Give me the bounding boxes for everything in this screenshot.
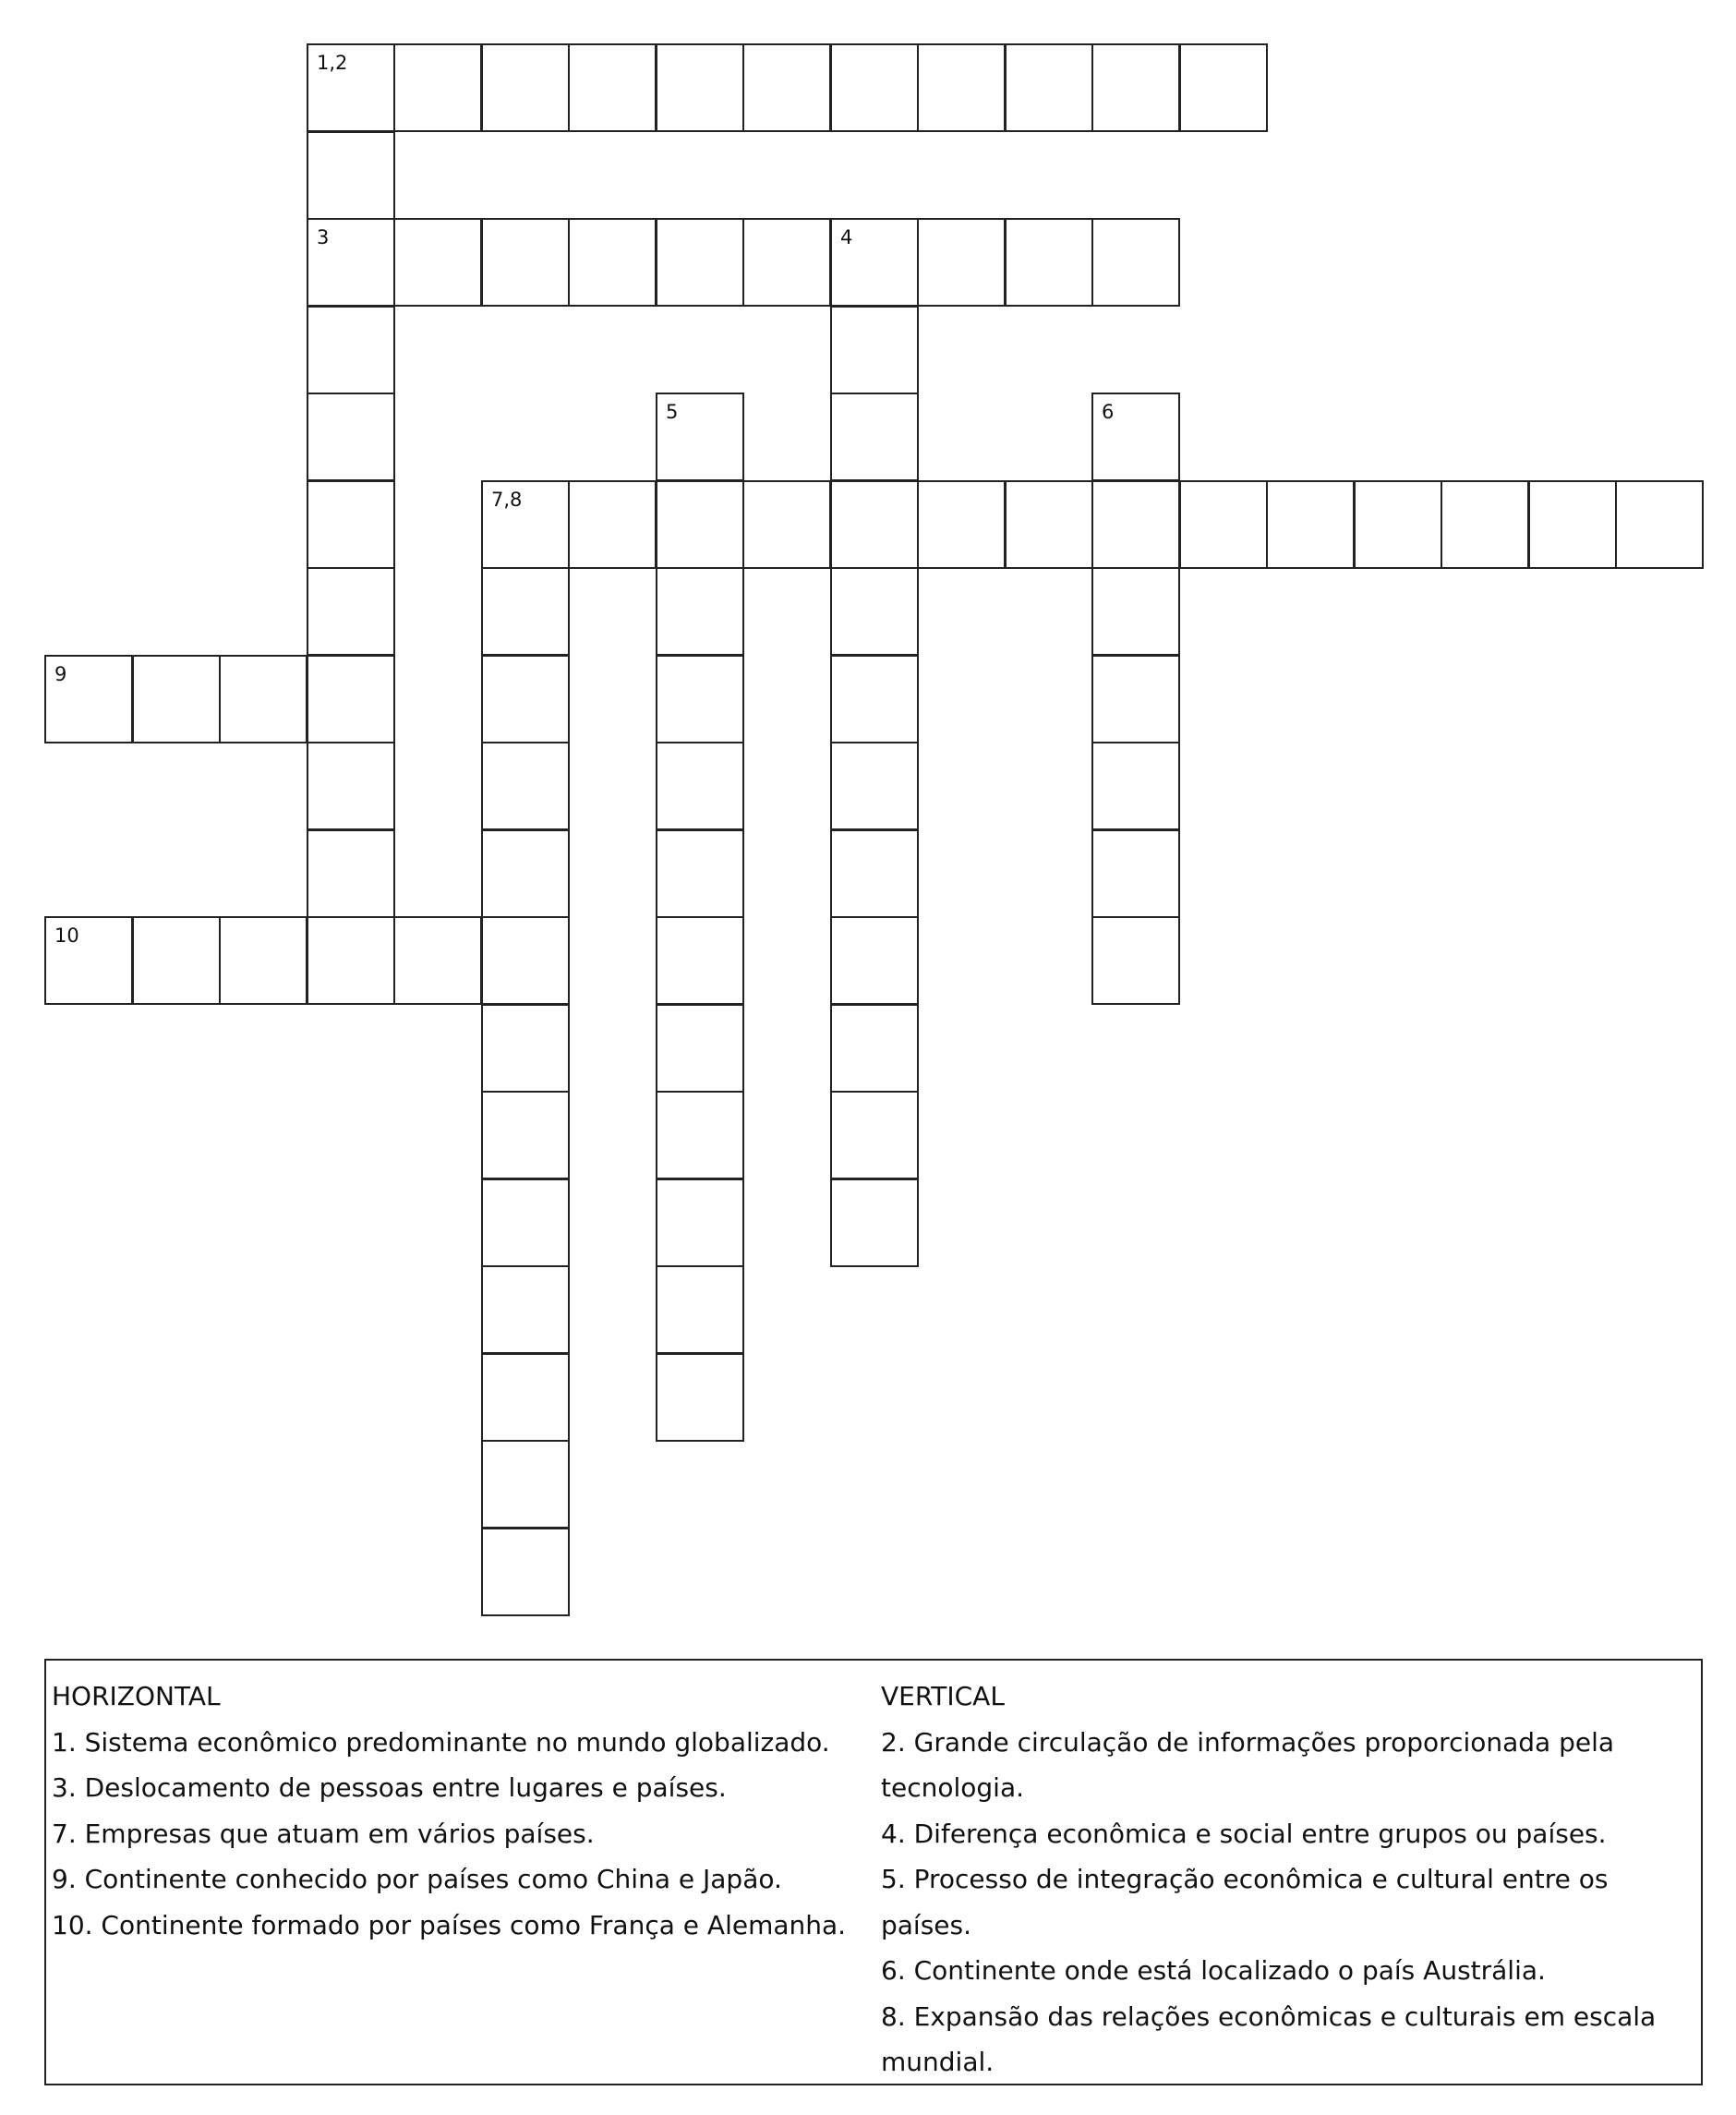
crossword-cell[interactable] bbox=[393, 916, 482, 1005]
crossword-cell[interactable] bbox=[830, 218, 919, 307]
crossword-cell[interactable] bbox=[656, 829, 744, 918]
crossword-cell[interactable] bbox=[307, 829, 395, 918]
crossword-cell[interactable] bbox=[830, 306, 919, 394]
crossword-cell[interactable] bbox=[917, 480, 1006, 569]
crossword-cell[interactable] bbox=[1005, 480, 1093, 569]
clue-v-2: 2. Grande circulação de informações proporcionada pela bbox=[881, 1726, 1615, 1758]
crossword-cell[interactable] bbox=[830, 393, 919, 481]
crossword-cell[interactable] bbox=[742, 218, 831, 307]
clue-number: 7,8 bbox=[491, 489, 523, 511]
crossword-cell[interactable] bbox=[830, 1091, 919, 1179]
crossword-cell[interactable] bbox=[307, 393, 395, 481]
crossword-cell[interactable] bbox=[656, 1091, 744, 1179]
crossword-cell[interactable] bbox=[481, 916, 570, 1005]
horizontal-heading: HORIZONTAL bbox=[52, 1681, 221, 1711]
crossword-cell[interactable] bbox=[481, 480, 570, 569]
crossword-cell[interactable] bbox=[830, 43, 919, 132]
clue-h-10: 10. Continente formado por países como França e Alemanha. bbox=[52, 1909, 847, 1940]
crossword-cell[interactable] bbox=[1091, 567, 1180, 656]
crossword-cell[interactable] bbox=[656, 1265, 744, 1354]
crossword-cell[interactable] bbox=[1091, 829, 1180, 918]
crossword-cell[interactable] bbox=[481, 567, 570, 656]
crossword-cell[interactable] bbox=[1091, 916, 1180, 1005]
crossword-cell[interactable] bbox=[830, 655, 919, 743]
vertical-clues bbox=[881, 1674, 1694, 2085]
vertical-heading: VERTICAL bbox=[881, 1681, 1005, 1711]
crossword-cell[interactable] bbox=[393, 218, 482, 307]
crossword-cell[interactable] bbox=[830, 480, 919, 569]
crossword-cell[interactable] bbox=[481, 829, 570, 918]
crossword-cell[interactable] bbox=[656, 43, 744, 132]
clues-box bbox=[44, 1659, 1703, 2085]
crossword-cell[interactable] bbox=[307, 131, 395, 220]
crossword-cell[interactable] bbox=[1091, 742, 1180, 830]
crossword-cell[interactable] bbox=[307, 480, 395, 569]
crossword-cell[interactable] bbox=[1615, 480, 1704, 569]
crossword-cell[interactable] bbox=[830, 567, 919, 656]
crossword-cell[interactable] bbox=[44, 916, 133, 1005]
crossword-cell[interactable] bbox=[656, 742, 744, 830]
crossword-cell[interactable] bbox=[656, 480, 744, 569]
crossword-cell[interactable] bbox=[656, 1353, 744, 1442]
crossword-cell[interactable] bbox=[132, 655, 221, 743]
clue-h-3: 3. Deslocamento de pessoas entre lugares e países. bbox=[52, 1772, 727, 1803]
crossword-cell[interactable] bbox=[656, 393, 744, 481]
crossword-cell[interactable] bbox=[568, 218, 657, 307]
crossword-cell[interactable] bbox=[830, 1178, 919, 1267]
clue-number: 1,2 bbox=[317, 52, 348, 74]
clue-h-9: 9. Continente conhecido por países como China e Japão. bbox=[52, 1864, 782, 1894]
crossword-cell[interactable] bbox=[393, 43, 482, 132]
clue-number: 6 bbox=[1102, 401, 1115, 423]
crossword-cell[interactable] bbox=[481, 1528, 570, 1616]
clue-h-7: 7. Empresas que atuam em vários países. bbox=[52, 1818, 595, 1849]
crossword-cell[interactable] bbox=[656, 1178, 744, 1267]
crossword-cell[interactable] bbox=[830, 829, 919, 918]
crossword-cell[interactable] bbox=[1091, 480, 1180, 569]
crossword-cell[interactable] bbox=[917, 218, 1006, 307]
crossword-cell[interactable] bbox=[132, 916, 221, 1005]
crossword-cell[interactable] bbox=[656, 567, 744, 656]
crossword-cell[interactable] bbox=[481, 655, 570, 743]
crossword-cell[interactable] bbox=[656, 916, 744, 1005]
crossword-cell[interactable] bbox=[307, 306, 395, 394]
clue-h-1: 1. Sistema econômico predominante no mundo globalizado. bbox=[52, 1726, 830, 1758]
crossword-cell[interactable] bbox=[481, 218, 570, 307]
crossword-cell[interactable] bbox=[307, 655, 395, 743]
clue-v-8-cont: mundial. bbox=[881, 2047, 995, 2077]
crossword-cell[interactable] bbox=[1266, 480, 1355, 569]
crossword-cell[interactable] bbox=[481, 742, 570, 830]
crossword-cell[interactable] bbox=[1179, 43, 1268, 132]
clue-v-4: 4. Diferença econômica e social entre grupos ou países. bbox=[881, 1818, 1607, 1849]
clue-v-8: 8. Expansão das relações econômicas e culturais em escala bbox=[881, 2000, 1657, 2032]
crossword-cell[interactable] bbox=[656, 218, 744, 307]
crossword-cell[interactable] bbox=[1179, 480, 1268, 569]
crossword-cell[interactable] bbox=[219, 655, 307, 743]
crossword-cell[interactable] bbox=[1005, 218, 1093, 307]
crossword-cell[interactable] bbox=[481, 1353, 570, 1442]
crossword-cell[interactable] bbox=[44, 655, 133, 743]
crossword-cell[interactable] bbox=[1005, 43, 1093, 132]
crossword-cell[interactable] bbox=[307, 742, 395, 830]
crossword-cell[interactable] bbox=[1441, 480, 1529, 569]
crossword-cell[interactable] bbox=[568, 43, 657, 132]
crossword-cell[interactable] bbox=[1091, 393, 1180, 481]
crossword-cell[interactable] bbox=[307, 218, 395, 307]
crossword-cell[interactable] bbox=[830, 742, 919, 830]
crossword-cell[interactable] bbox=[568, 480, 657, 569]
clue-v-5: 5. Processo de integração econômica e cultural entre os países. bbox=[881, 1864, 1609, 1940]
crossword-cell[interactable] bbox=[830, 1004, 919, 1093]
clue-number: 10 bbox=[54, 925, 79, 947]
crossword-cell[interactable] bbox=[1091, 218, 1180, 307]
crossword-cell[interactable] bbox=[481, 43, 570, 132]
crossword-cell[interactable] bbox=[1091, 43, 1180, 132]
clue-number: 5 bbox=[666, 401, 679, 423]
crossword-cell[interactable] bbox=[1354, 480, 1442, 569]
clue-v-6: 6. Continente onde está localizado o país Austrália. bbox=[881, 1955, 1546, 1986]
crossword-cell[interactable] bbox=[742, 43, 831, 132]
horizontal-clues bbox=[52, 1674, 864, 1948]
crossword-cell[interactable] bbox=[481, 1440, 570, 1529]
crossword-cell[interactable] bbox=[481, 1178, 570, 1267]
crossword-cell[interactable] bbox=[656, 1004, 744, 1093]
crossword-cell[interactable] bbox=[307, 567, 395, 656]
clue-number: 3 bbox=[317, 226, 330, 248]
crossword-cell[interactable] bbox=[1091, 655, 1180, 743]
clue-number: 9 bbox=[54, 663, 67, 685]
crossword-cell[interactable] bbox=[481, 1004, 570, 1093]
crossword-cell[interactable] bbox=[830, 916, 919, 1005]
crossword-cell[interactable] bbox=[307, 43, 395, 132]
crossword-cell[interactable] bbox=[656, 655, 744, 743]
clue-v-2-cont: tecnologia. bbox=[881, 1772, 1024, 1803]
crossword-cell[interactable] bbox=[742, 480, 831, 569]
crossword-cell[interactable] bbox=[917, 43, 1006, 132]
crossword-cell[interactable] bbox=[1528, 480, 1617, 569]
crossword-cell[interactable] bbox=[307, 916, 395, 1005]
crossword-cell[interactable] bbox=[481, 1265, 570, 1354]
crossword-cell[interactable] bbox=[481, 1091, 570, 1179]
clue-number: 4 bbox=[840, 226, 853, 248]
crossword-cell[interactable] bbox=[219, 916, 307, 1005]
